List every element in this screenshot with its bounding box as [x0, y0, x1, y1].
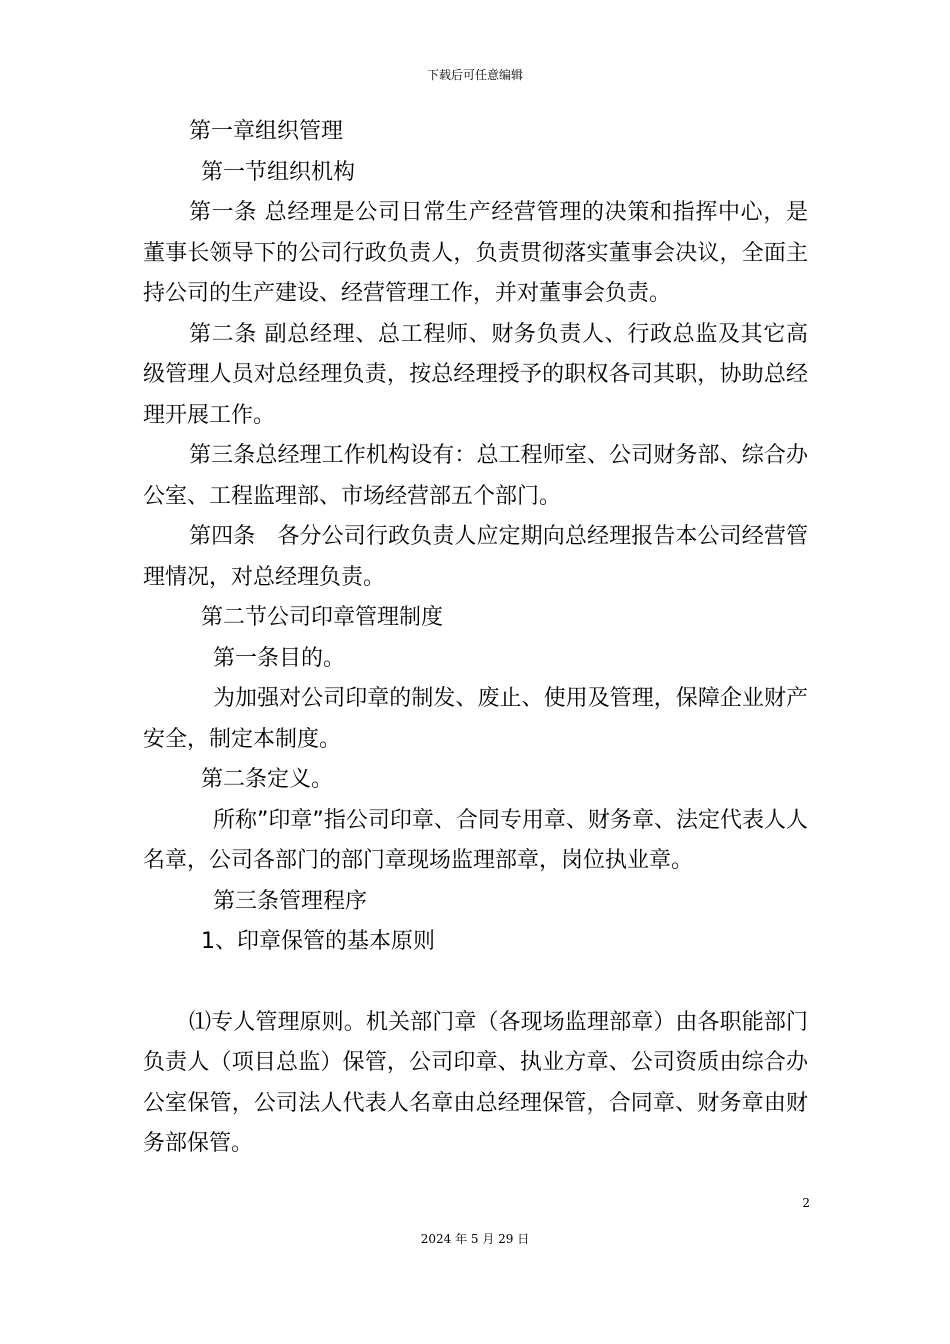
- page-header: 下载后可任意编辑: [426, 68, 523, 82]
- item-paragraph: ⑴专人管理原则。机关部门章（各现场监理部章）由各职能部门负责人（项目总监）保管，公司印章、执业方章、公司资质由综合办公室保管，公司法人代表人名章由总经理保管，合同章、财务章由财务部保管。: [143, 1009, 808, 1156]
- article-paragraph: 第一条 总经理是公司日常生产经营管理的决策和指挥中心，是董事长领导下的公司行政负责人，负责贯彻落实董事会决议，全面主持公司的生产建设、经营管理工作，并对董事会负责。: [143, 200, 808, 306]
- article-paragraph: 第三条总经理工作机构设有：总工程师室、公司财务部、综合办公室、工程监理部、市场经营部五个部门。: [143, 443, 808, 509]
- article-paragraph: 所称”印章”指公司印章、合同专用章、财务章、法定代表人人名章，公司各部门的部门章现场监理部章，岗位执业章。: [143, 807, 808, 873]
- chapter-title: 第一章组织管理: [189, 119, 344, 144]
- section-title: 第一节组织机构: [201, 159, 356, 185]
- document-body: [143, 112, 808, 1165]
- page-number: 2: [802, 1196, 810, 1210]
- article-heading: 第二条定义。: [201, 767, 334, 792]
- article-heading: 第三条管理程序: [213, 888, 368, 914]
- item-heading: 1、印章保管的基本原则: [201, 929, 435, 954]
- article-paragraph: 第二条 副总经理、总工程师、财务负责人、行政总监及其它高级管理人员对总经理负责，按总经理授予的职权各司其职，协助总经理开展工作。: [143, 321, 808, 428]
- page-footer-date: 2024 年 5 月 29 日: [420, 1232, 530, 1246]
- article-paragraph: 为加强对公司印章的制发、废止、使用及管理，保障企业财产安全，制定本制度。: [143, 686, 808, 752]
- paragraph-spacer: [143, 963, 808, 1003]
- article-paragraph: 第四条 各分公司行政负责人应定期向总经理报告本公司经营管理情况，对总经理负责。: [143, 524, 808, 590]
- article-heading: 第一条目的。: [213, 645, 346, 671]
- section-title: 第二节公司印章管理制度: [201, 605, 444, 630]
